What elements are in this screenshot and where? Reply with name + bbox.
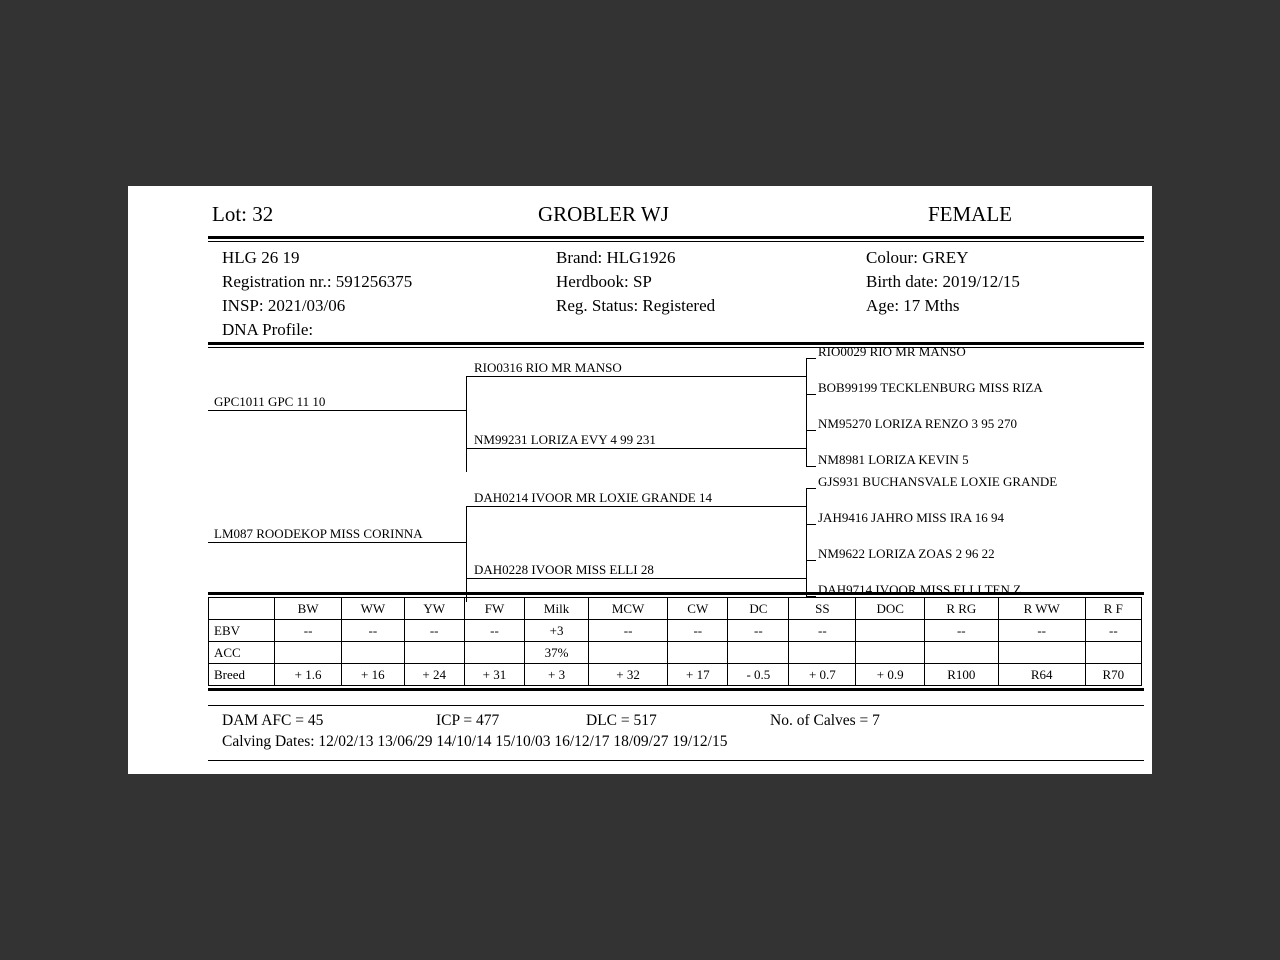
- ebv-col-cw: CW: [668, 598, 728, 620]
- ebv-col-ss: SS: [789, 598, 856, 620]
- ebv-cell: [856, 620, 924, 642]
- identity-block: [208, 246, 1144, 342]
- pedigree-line: [806, 488, 816, 489]
- birth-date: Birth date: 2019/12/15: [866, 272, 1020, 291]
- pedigree-line: [806, 488, 807, 596]
- breed-row-label: Breed: [209, 664, 275, 686]
- pedigree-gp-7: NM9622 LORIZA ZOAS 2 96 22: [818, 546, 995, 561]
- pedigree-gp-5: GJS931 BUCHANSVALE LOXIE GRANDE: [818, 474, 1058, 489]
- dlc: DLC = 517: [586, 712, 657, 729]
- ebv-col-rww: R WW: [998, 598, 1085, 620]
- ebv-cell: --: [998, 620, 1085, 642]
- catalogue-page: [128, 186, 1152, 774]
- breed-cell: R70: [1085, 664, 1141, 686]
- breed-cell: + 31: [464, 664, 524, 686]
- pedigree-dam: LM087 ROODEKOP MISS CORINNA: [214, 526, 423, 541]
- pedigree-dam-sire: DAH0214 IVOOR MR LOXIE GRANDE 14: [474, 490, 712, 505]
- ebv-cell: --: [404, 620, 464, 642]
- pedigree-line: [208, 410, 466, 411]
- seller-name: GROBLER WJ: [538, 202, 669, 226]
- icp: ICP = 477: [436, 712, 500, 729]
- ebv-col-ww: WW: [342, 598, 404, 620]
- footer-block: [208, 705, 1144, 761]
- ebv-col-yw: YW: [404, 598, 464, 620]
- pedigree-line: [806, 466, 816, 467]
- ebv-col-doc: DOC: [856, 598, 924, 620]
- breed-cell: - 0.5: [728, 664, 789, 686]
- identity-column-left: [222, 246, 412, 342]
- ebv-col-fw: FW: [464, 598, 524, 620]
- breed-cell: R100: [924, 664, 998, 686]
- acc-cell: [1085, 642, 1141, 664]
- registration-number: Registration nr.: 591256375: [222, 272, 413, 291]
- footer-calving-row: [208, 733, 1144, 754]
- pedigree-sire-dam: NM99231 LORIZA EVY 4 99 231: [474, 432, 656, 447]
- breed-cell: + 3: [525, 664, 589, 686]
- ebv-cell: --: [589, 620, 668, 642]
- breed-cell: + 24: [404, 664, 464, 686]
- ebv-cell: --: [1085, 620, 1141, 642]
- ebv-cell: --: [728, 620, 789, 642]
- pedigree-line: [466, 506, 467, 602]
- age: Age: 17 Mths: [866, 296, 960, 315]
- acc-row-label: ACC: [209, 642, 275, 664]
- ebv-col-mcw: MCW: [589, 598, 668, 620]
- ebv-col-rrg: R RG: [924, 598, 998, 620]
- acc-cell: [404, 642, 464, 664]
- ebv-cell: --: [342, 620, 404, 642]
- ebv-row-label: EBV: [209, 620, 275, 642]
- pedigree-line: [466, 376, 467, 472]
- animal-sex: FEMALE: [928, 202, 1012, 226]
- pedigree-chart: [208, 344, 1144, 597]
- breed-cell: R64: [998, 664, 1085, 686]
- pedigree-gp-4: NM8981 LORIZA KEVIN 5: [818, 452, 969, 467]
- colour: Colour: GREY: [866, 248, 969, 267]
- inspection-date: INSP: 2021/03/06: [222, 296, 346, 315]
- acc-cell: 37%: [525, 642, 589, 664]
- table-row: [209, 664, 1142, 686]
- acc-cell: [728, 642, 789, 664]
- brand: Brand: HLG1926: [556, 248, 676, 267]
- sheet-header: [208, 202, 1144, 236]
- pedigree-line: [466, 506, 806, 507]
- pedigree-gp-2: BOB99199 TECKLENBURG MISS RIZA: [818, 380, 1043, 395]
- header-divider: [208, 236, 1144, 242]
- herdbook: Herdbook: SP: [556, 272, 652, 291]
- acc-cell: [998, 642, 1085, 664]
- breed-cell: + 17: [668, 664, 728, 686]
- table-row: [209, 620, 1142, 642]
- pedigree-line: [806, 560, 816, 561]
- pedigree-line: [806, 394, 816, 395]
- acc-cell: [789, 642, 856, 664]
- ebv-cell: --: [668, 620, 728, 642]
- pedigree-line: [466, 376, 806, 377]
- ebv-col-bw: BW: [275, 598, 342, 620]
- ebv-col-dc: DC: [728, 598, 789, 620]
- acc-cell: [856, 642, 924, 664]
- animal-id: HLG 26 19: [222, 248, 300, 267]
- ebv-cell: +3: [525, 620, 589, 642]
- acc-cell: [342, 642, 404, 664]
- pedigree-line: [806, 358, 807, 466]
- breed-cell: + 0.7: [789, 664, 856, 686]
- pedigree-line: [806, 430, 816, 431]
- pedigree-dam-dam: DAH0228 IVOOR MISS ELLI 28: [474, 562, 654, 577]
- acc-cell: [668, 642, 728, 664]
- identity-column-middle: [556, 246, 715, 318]
- breed-cell: + 0.9: [856, 664, 924, 686]
- breed-cell: + 32: [589, 664, 668, 686]
- acc-cell: [464, 642, 524, 664]
- pedigree-line: [466, 448, 806, 449]
- ebv-cell: --: [275, 620, 342, 642]
- breed-cell: + 1.6: [275, 664, 342, 686]
- footer-divider: [208, 760, 1144, 761]
- pedigree-line: [208, 542, 466, 543]
- lot-number: Lot: 32: [212, 202, 274, 226]
- footer-stats-row: [208, 712, 1144, 733]
- identity-column-right: [866, 246, 1020, 318]
- pedigree-gp-8: DAH9714 IVOOR MISS ELLI TEN Z: [818, 582, 1022, 597]
- acc-cell: [589, 642, 668, 664]
- dna-profile: DNA Profile:: [222, 320, 314, 339]
- dam-afc: DAM AFC = 45: [222, 712, 324, 729]
- ebv-table: [208, 597, 1142, 686]
- table-row: [209, 642, 1142, 664]
- ebv-cell: --: [464, 620, 524, 642]
- pedigree-line: [806, 524, 816, 525]
- breed-cell: + 16: [342, 664, 404, 686]
- footer-top-divider: [208, 705, 1144, 706]
- pedigree-gp-6: JAH9416 JAHRO MISS IRA 16 94: [818, 510, 1004, 525]
- reg-status: Reg. Status: Registered: [556, 296, 716, 315]
- ebv-section: [208, 592, 1144, 691]
- calves: No. of Calves = 7: [770, 712, 880, 729]
- pedigree-sire-sire: RIO0316 RIO MR MANSO: [474, 360, 622, 375]
- ebv-cell: --: [924, 620, 998, 642]
- animal-record-sheet: [208, 202, 1144, 762]
- pedigree-gp-3: NM95270 LORIZA RENZO 3 95 270: [818, 416, 1017, 431]
- ebv-col-rf: R F: [1085, 598, 1141, 620]
- ebv-header-row: [209, 598, 1142, 620]
- ebv-col-blank: [209, 598, 275, 620]
- acc-cell: [924, 642, 998, 664]
- ebv-cell: --: [789, 620, 856, 642]
- ebv-col-milk: Milk: [525, 598, 589, 620]
- pedigree-line: [806, 358, 816, 359]
- acc-cell: [275, 642, 342, 664]
- pedigree-sire: GPC1011 GPC 11 10: [214, 394, 326, 409]
- pedigree-gp-1: RIO0029 RIO MR MANSO: [818, 344, 966, 359]
- pedigree-line: [466, 578, 806, 579]
- calving-dates: Calving Dates: 12/02/13 13/06/29 14/10/14 15/10/03 16/12/17 18/09/27 19/12/15: [222, 733, 728, 750]
